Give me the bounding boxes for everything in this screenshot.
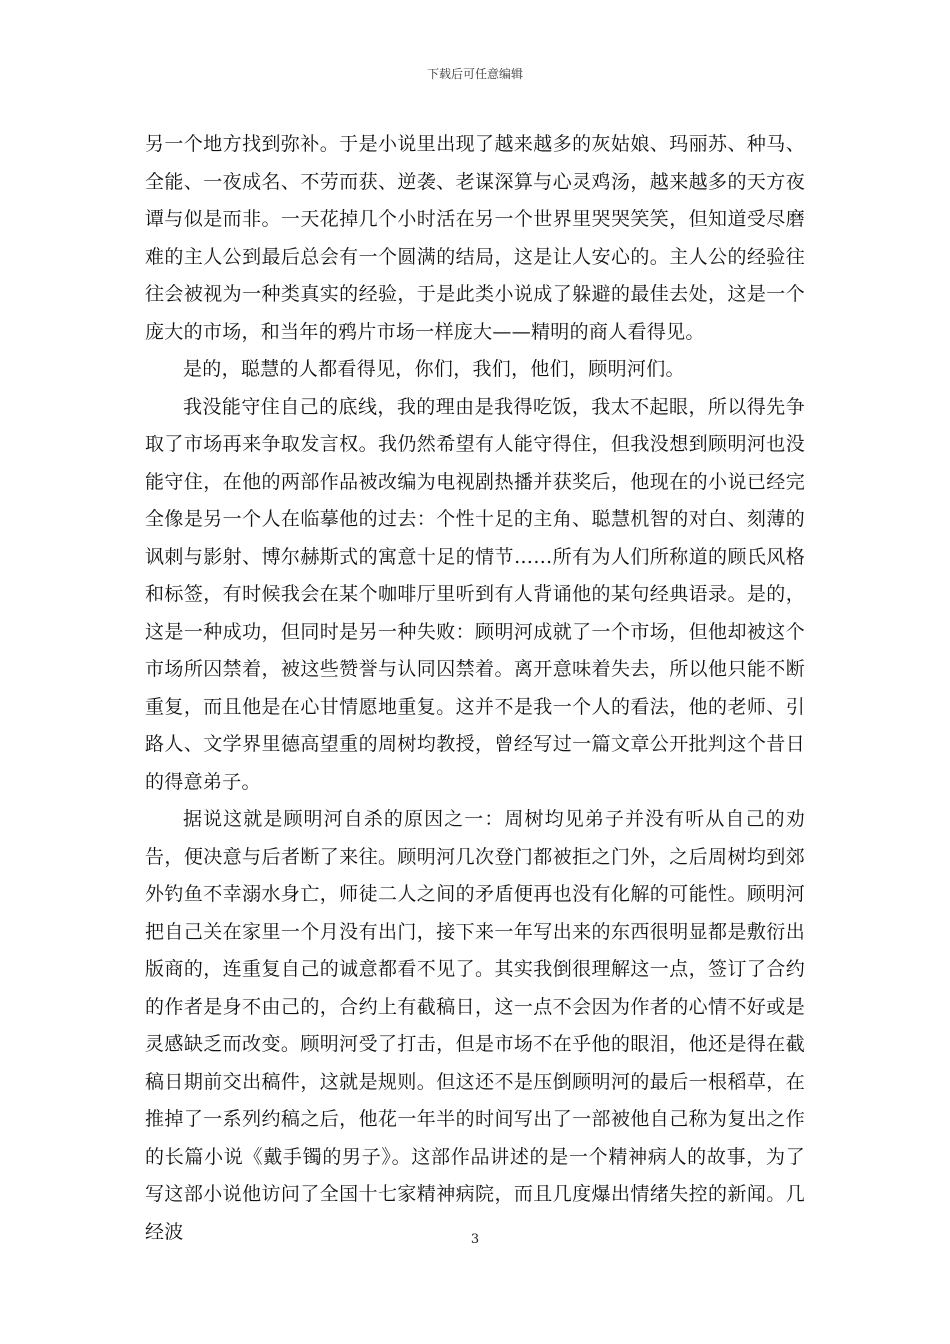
paragraph-3: 我没能守住自己的底线，我的理由是我得吃饭，我太不起眼，所以得先争取了市场再来争取发言权。我仍然希望有人能守得住，但我没想到顾明河也没能守住，在他的两部作品被改编为电视剧热播并获奖后，他现在的小说已经完全像是另一个人在临摹他的过去：个性十足的主角、聪慧机智的对白、刻薄的讽刺与影射、博尔赫斯式的寓意十足的情节……所有为人们所称道的顾氏风格和标签，有时候我会在某个咖啡厅里听到有人背诵他的某句经典语录。是的，这是一种成功，但同时是另一种失败：顾明河成就了一个市场，但他却被这个市场所囚禁着，被这些赞誉与认同囚禁着。离开意味着失去，所以他只能不断重复，而且他是在心甘情愿地重复。这并不是我一个人的看法，他的老师、引路人、文学界里德高望重的周树均教授，曾经写过一篇文章公开批判这个昔日的得意弟子。: [145, 395, 805, 793]
paragraph-4: 据说这就是顾明河自杀的原因之一：周树均见弟子并没有听从自己的劝告，便决意与后者断了来往。顾明河几次登门都被拒之门外，之后周树均到郊外钓鱼不幸溺水身亡，师徒二人之间的矛盾便再也没有化解的可能性。顾明河把自己关在家里一个月没有出门，接下来一年写出来的东西很明显都是敷衍出版商的，连重复自己的诚意都看不见了。其实我倒很理解这一点，签订了合约的作者是身不由己的，合约上有截稿日，这一点不会因为作者的心情不好或是灵感缺乏而改变。顾明河受了打击，但是市场不在乎他的眼泪，他还是得在截稿日期前交出稿件，这就是规则。但这还不是压倒顾明河的最后一根稻草，在推掉了一系列约稿之后，他花一年半的时间写出了一部被他自己称为复出之作的长篇小说《戴手镯的男子》。这部作品讲述的是一个精神病人的故事，为了写这部小说他访问了全国十七家精神病院，而且几度爆出情绪失控的新闻。几经波: [145, 808, 805, 1243]
page-header: 下载后可任意编辑: [426, 67, 523, 81]
paragraph-1: 另一个地方找到弥补。于是小说里出现了越来越多的灰姑娘、玛丽苏、种马、全能、一夜成名、不劳而获、逆袭、老谋深算与心灵鸡汤，越来越多的天方夜谭与似是而非。一天花掉几个小时活在另一个世界里哭哭笑笑，但知道受尽磨难的主人公到最后总会有一个圆满的结局，这是让人安心的。主人公的经验往往会被视为一种类真实的经验，于是此类小说成了躲避的最佳去处，这是一个庞大的市场，和当年的鸦片市场一样庞大——精明的商人看得见。: [145, 133, 805, 343]
paragraph-2: 是的，聪慧的人都看得见，你们，我们，他们，顾明河们。: [183, 358, 685, 380]
document-body: [145, 126, 805, 1251]
page-number: 3: [470, 1232, 480, 1247]
